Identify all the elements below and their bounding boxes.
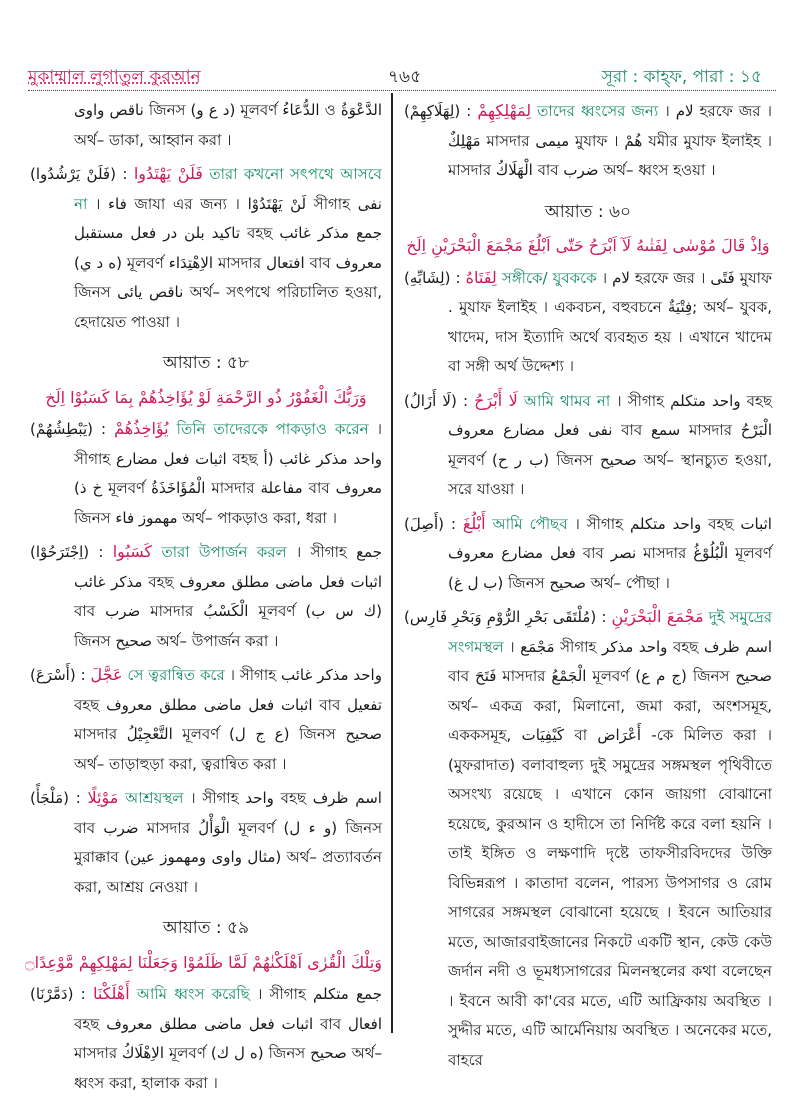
entry: [30, 159, 382, 337]
gloss: আমি ধ্বংস করেছি: [136, 985, 250, 1003]
entry: [30, 414, 382, 533]
left-column: [25, 96, 383, 1102]
entry-body: । সীগাহ واحد متكلم বহছ نفى فعل مضارع معروف বাব سمع মাসদার الْبَرْحُ মূলবর্ণ (ب ر ح) জিনস صحيح অর্থ– স্থানচ্যুত হওয়া, সরে যাওয়া ।: [448, 391, 773, 498]
page-header: [28, 62, 776, 91]
entry: [404, 263, 772, 382]
synonym: (لِهَلَاكِهِمْ): [404, 102, 461, 120]
right-column: [404, 96, 772, 1079]
headword: مَجْمَعَ الْبَحْرَيْنِ: [611, 607, 704, 626]
entry-body: । সীগাহ واحد متكلم বহছ اثبات فعل مضارع معروف বাব نصر মাসদার الْبُلُوْغُ মূলবর্ণ (ب ل غ) জিনস صحيح অর্থ– পৌছা ।: [448, 514, 772, 592]
synonym: (مَلْجَأً): [30, 789, 69, 807]
colon: :: [101, 420, 107, 438]
entry: [404, 602, 772, 1075]
verse: وَاِذْ قَالَ مُوْسٰى لِفَتٰىهُ لَآ اَبْرَحُ حَتّٰى اَبْلُغَ مَجْمَعَ الْبَحْرَيْنِ اِلَخ: [406, 236, 770, 255]
colon: :: [455, 268, 461, 287]
surah-info: সূরা : কাহ্ফ, পারা : ১৫: [601, 67, 762, 87]
gloss: সঙ্গীকে/ যুবককে: [501, 268, 597, 287]
gloss: তারা কখনো সৎপথে আসবে না: [74, 165, 382, 213]
headword: عَجَّلَ: [90, 665, 123, 684]
gloss: আমি পৌছব: [492, 514, 568, 533]
entry: [30, 660, 382, 779]
book-title: মুকাম্মাল লুগাতুল কুরআন: [28, 67, 201, 87]
entry: [404, 96, 772, 186]
entry-body: । সীগাহ اثبات فعل مضارع বহছ واحد مذكر غائب (أ خ ذ) মূলবর্ণ الْمُؤَاخَذَةُ মাসদার مفاعلة বাব معروف জিনস مهموز فاء অর্থ– পাকড়াও করা, ধরা ।: [74, 420, 383, 527]
headword: لِفَتَاهُ: [465, 267, 497, 287]
verse: وَتِلْكَ الْقُرٰى اَهْلَكْنٰهُمْ لَمَّا ظَلَمُوْا وَجَعَلْنَا لِمَهْلِكِهِمْ مَّوْعِدًا۝: [25, 952, 382, 972]
colon: :: [122, 165, 128, 183]
synonym: (لِشَابِّهِ): [404, 268, 451, 287]
entry-body: । সীগাহ واحد مذكر غائب বহছ اثبات فعل ماضى مطلق معروف বাব تفعيل মাসদার التَّعْجِيْلُ মূলবর্ণ (ع ج ل) জিনস صحيح অর্থ– তাড়াহুড়া করা, ত্বরান্বিত করা ।: [74, 666, 382, 773]
entry-body: । সীগাহ جمع متكلم বহছ اثبات فعل ماضى مطلق معروف বাব افعال মাসদার الاِهْلَاكُ মূলবর্ণ (ه ل ك) জিনস صحيح অর্থ– ধ্বংস করা, হালাক করা ।: [74, 985, 382, 1092]
headword: لِمَهْلِكِهِمْ: [477, 101, 532, 120]
column-divider: [391, 93, 393, 1033]
synonym: (مُلْتَقَى بَحْرِ الرُّوْمِ وَبَحْرِ فَارِس): [404, 608, 597, 626]
headword: كَسَبُوا: [112, 542, 153, 561]
colon: :: [601, 608, 607, 626]
headword: لَا أَبْرَحُ: [474, 390, 518, 410]
colon: :: [75, 789, 81, 807]
headword: أَهْلَكْنَا: [92, 984, 130, 1003]
gloss: দুই সমুদ্রের সংগমস্থল: [448, 608, 773, 656]
gloss: আমি থামব না: [523, 391, 611, 410]
synonym: (أَصِلَ): [404, 514, 444, 533]
headword: أَبْلُغَ: [462, 513, 486, 533]
entry-body: । لام হরফে জর । مَهْلِكٌ মাসদার ميمى মুযাফ । هُمْ যমীর মুযাফ ইলাইহ । মাসদার الْهَلَاكُ বাব ضرب অর্থ– ধ্বংস হওয়া ।: [448, 102, 773, 179]
entry-continuation: ناقص واوى জিনস (د ع و) মূলবর্ণ الدُّعَاءُ ও الدَّعْوَةُ অর্থ– ডাকা, আহ্বান করা ।: [74, 101, 382, 149]
entry: [404, 509, 772, 599]
colon: :: [80, 985, 86, 1003]
entry: [30, 979, 382, 1098]
synonym: (أَسْرَعَ): [30, 666, 76, 684]
colon: :: [98, 543, 104, 561]
entry: [30, 537, 382, 656]
gloss: তিনি তাদেরকে পাকড়াও করেন: [176, 420, 369, 438]
ayat-heading: আয়াত : ৫৯: [162, 918, 250, 938]
headword: يُؤَاخِذُهُمْ: [114, 419, 169, 438]
synonym: (لَا أَزَالُ): [404, 391, 457, 410]
synonym: (دَمَّرْنَا): [30, 985, 74, 1003]
gloss: তাদের ধ্বংসের জন্য: [537, 102, 659, 120]
synonym: (اِجْتَرَحُوْا): [30, 543, 90, 561]
colon: :: [450, 514, 456, 533]
entry-body: । فاء জাযা এর জন্য । لَنْ يَهْتَدُوْا সীগাহ نفى تاكيد بلن در فعل مستقبل বহছ جمع مذكر غائب (ه د ي) মূলবর্ণ الاِهْتِدَاء মাসদার افتعال বাব معروف জিনস ناقص يائى অর্থ– সৎপথে পরিচালিত হওয়া, হেদায়েত পাওয়া ।: [74, 194, 383, 331]
colon: :: [466, 102, 472, 120]
page-number: ৭৬৫: [388, 67, 422, 87]
entry-body: । সীগাহ جمع مذكر غائب বহছ اثبات فعل ماضى مطلق معروف বাব ضرب মাসদার الْكَسْبُ মূলবর্ণ (ك س ب) জিনস صحيح অর্থ– উপার্জন করা ।: [74, 543, 382, 650]
colon: :: [80, 666, 86, 684]
gloss: তারা উপার্জন করল: [161, 543, 287, 561]
synonym: (فَلَنْ يَرْشُدُوا): [30, 165, 116, 183]
synonym: (يَبْطِشُهُمْ): [30, 420, 93, 438]
headword: مَوْئِلًا: [87, 788, 119, 807]
entry-body: । مَجْمَع সীগাহ واحد مذكر বহছ اسم ظرف বাব فَتَحَ মাসদার الْجَمْعُ মূলবর্ণ (ج م ع) জিনস صحيح অর্থ– একত্র করা, মিলানো, জমা করা, অংশসমূহ, এককসমূহ, كَيْفِيَات বা أَعْرَاض -কে মিলিত করা । (মুফরাদাত) বলাবাহুল্য দুই সমুদ্রের সঙ্গমস্থল পৃথিবীতে অসংখ্য রয়েছে । এখানে কোন জায়গা বোঝানো হয়েছে, কুরআন ও হাদীসে তা নির্দিষ্ট করে বলা হয়নি । তাই ইঙ্গিত ও লক্ষণাদি দৃষ্টে তাফসীরবিদদের উক্তি বিভিন্নরূপ । কাতাদা বলেন, পারস্য উপসাগর ও রোম সাগরের সঙ্গমস্থল বোঝানো হয়েছে । ইবনে আতিয়ার মতে, আজারবাইজানের নিকটে একটি স্থান, কেউ কেউ জর্দান নদী ও ভূমধ্যসাগরের মিলনস্থলের কথা বলেছেন । ইবনে আবী কা'বের মতে, এটি আফ্রিকায় অবস্থিত । সুদ্দীর মতে, এটি আর্মেনিয়ায় অবস্থিত । অনেকের মতে, বাহরে: [448, 637, 772, 1069]
entry-body: । সীগাহ واحد বহছ اسم ظرف বাব ضرب মাসদার الْوَأْلُ মূলবর্ণ (و ء ل) জিনস মুরাক্কাব (مثال واوى ومهموز عين) অর্থ– প্রত্যাবর্তন করা, আশ্রয় নেওয়া ।: [74, 789, 382, 896]
ayat-heading: আয়াত : ৬০: [544, 201, 632, 222]
gloss: সে ত্বরান্বিত করে: [127, 666, 225, 684]
gloss: আশ্রয়স্থল: [125, 789, 184, 807]
headword: فَلَنْ يَهْتَدُوا: [133, 164, 203, 183]
verse: وَرَبُّكَ الْغَفُوْرُ ذُو الرَّحْمَةِ لَوْ يُؤَاخِذُهُمْ بِمَا كَسَبُوْا اِلَخ: [45, 387, 367, 407]
ayat-heading: আয়াত : ৫৮: [162, 353, 250, 373]
colon: :: [462, 391, 469, 410]
entry: [30, 783, 382, 902]
entry-body: । لام হরফে জর । فَتًى মুযাফ . মুযাফ ইলাইহ । একবচন, বহুবচনে فِتْيَةٌ; অর্থ– যুবক, খাদেম, দাস ইত্যাদি অর্থে ব্যবহৃত হয় । এখানে খাদেম বা সঙ্গী অর্থ উদ্দেশ্য ।: [448, 268, 773, 375]
entry: [404, 386, 772, 505]
